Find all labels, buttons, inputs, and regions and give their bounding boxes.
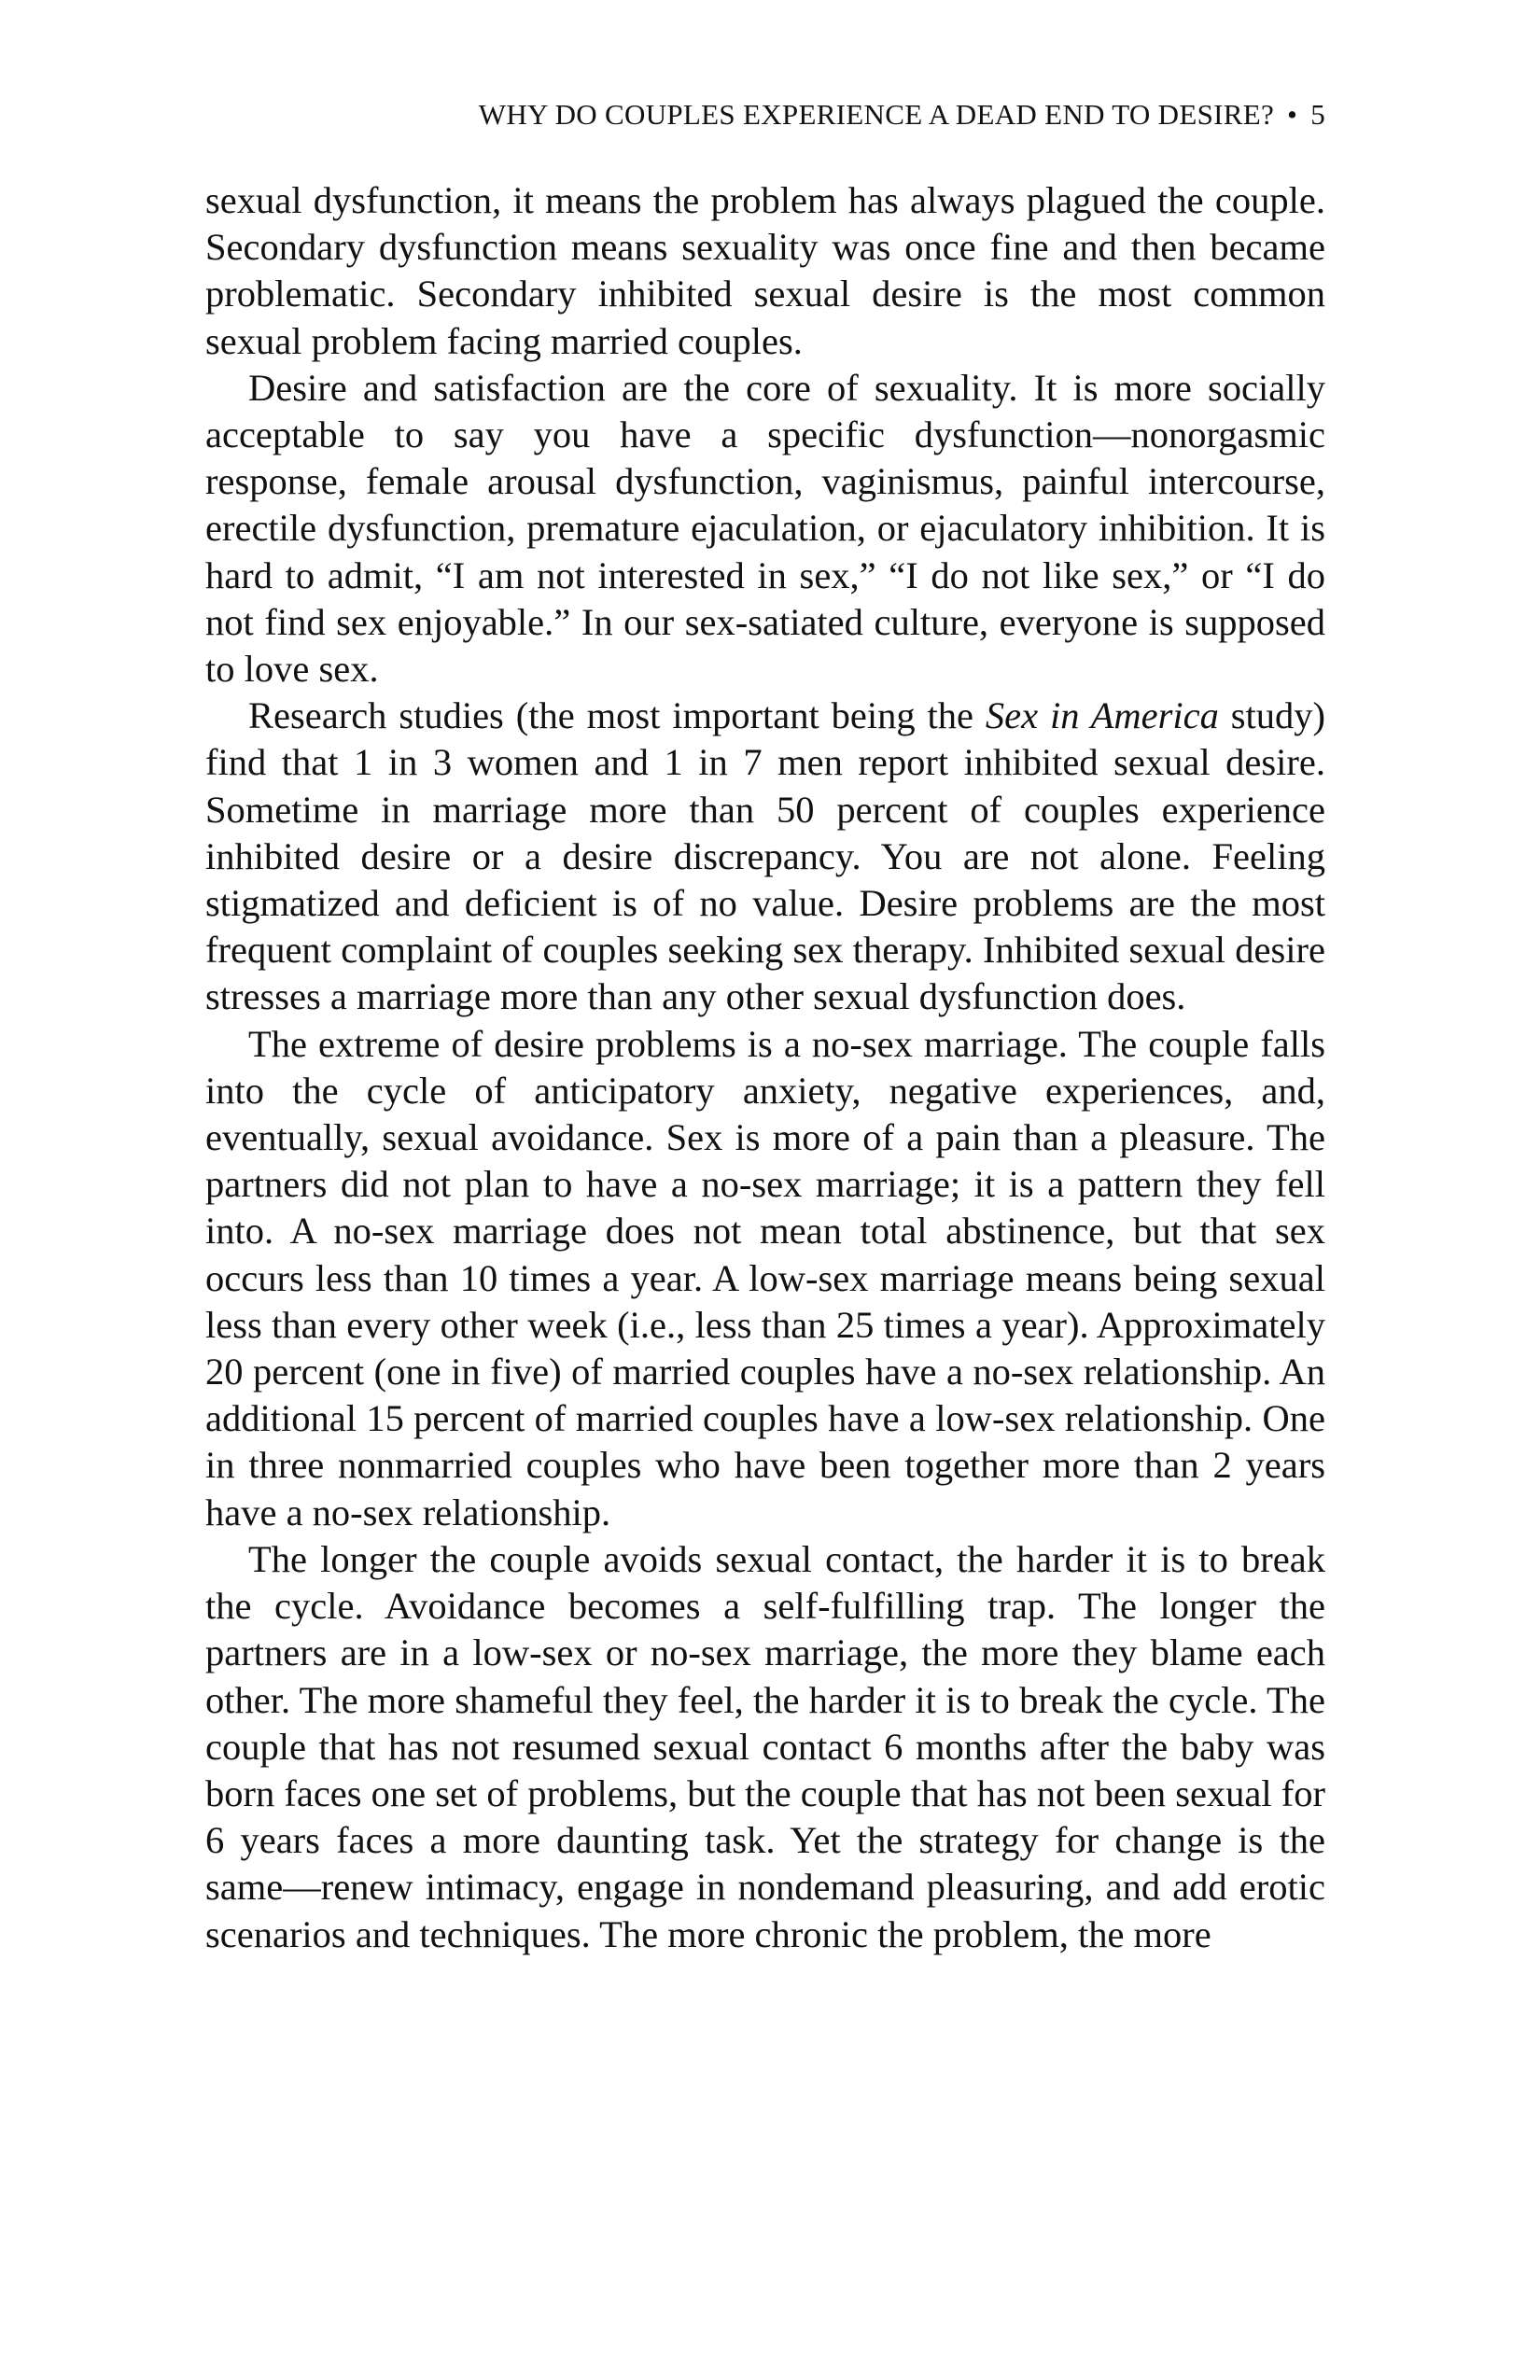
paragraph-1 (205, 177, 1325, 365)
running-head-title: WHY DO COUPLES EXPERIENCE A DEAD END TO DESIRE? (478, 98, 1275, 131)
paragraph-text: Research studies (the most important being the (248, 694, 986, 737)
paragraph-text: Desire and satisfaction are the core of sexuality. It is more socially acceptable to say you have a specific dysfunction—nonorgasmic response, female arousal dysfunction, vaginismus, painful intercourse, erectile dysfunction, premature ejaculation, or ejaculatory inhibition. It is hard to admit, “I am not interested in sex,” “I do not like sex,” or “I do not find sex enjoyable.” In our sex-satiated culture, everyone is supposed to love sex. (205, 366, 1325, 691)
paragraph-4 (205, 1021, 1325, 1536)
book-title-italic: Sex in America (985, 694, 1219, 737)
body-text (205, 177, 1325, 1958)
paragraph-2 (205, 365, 1325, 693)
paragraph-5 (205, 1536, 1325, 1958)
running-head-separator: • (1287, 98, 1298, 131)
running-head (383, 98, 1325, 132)
paragraph-text: study) find that 1 in 3 women and 1 in 7 men report inhibited sexual desire. Sometime in marriage more than 50 percent of couples experience inhibited desire or a desire discrepancy. You are not alone. Feeling stigmatized and deficient is of no value. Desire problems are the most frequent complaint of couples seeking sex therapy. Inhibited sexual desire stresses a marriage more than any other sexual dysfunction does. (205, 694, 1326, 1018)
paragraph-text: The extreme of desire problems is a no-sex marriage. The couple falls into the cycle of anticipatory anxiety, negative experiences, and, eventually, sexual avoidance. Sex is more of a pain than a pleasure. The partners did not plan to have a no-sex marriage; it is a pattern they fell into. A no-sex marriage does not mean total abstinence, but that sex occurs less than 10 times a year. A low-sex marriage means being sexual less than every other week (i.e., less than 25 times a year). Approximately 20 percent (one in five) of married couples have a no-sex relationship. An additional 15 percent of married couples have a low-sex relationship. One in three nonmarried couples who have been together more than 2 years have a no-sex relationship. (205, 1022, 1325, 1533)
paragraph-3 (205, 693, 1325, 1020)
paragraph-text: sexual dysfunction, it means the problem has always plagued the couple. Secondary dysfunction means sexuality was once fine and then became problematic. Secondary inhibited sexual desire is the most common sexual problem facing married couples. (205, 179, 1325, 362)
page-number: 5 (1310, 98, 1325, 131)
paragraph-text: The longer the couple avoids sexual contact, the harder it is to break the cycle. Avoidance becomes a self-fulfilling trap. The longer the partners are in a low-sex or no-sex marriage, the more they blame each other. The more shameful they feel, the harder it is to break the cycle. The couple that has not resumed sexual contact 6 months after the baby was born faces one set of problems, but the couple that has not been sexual for 6 years faces a more daunting task. Yet the strategy for change is the same—renew intimacy, engage in nondemand pleasuring, and add erotic scenarios and techniques. The more chronic the problem, the more (205, 1537, 1326, 1955)
